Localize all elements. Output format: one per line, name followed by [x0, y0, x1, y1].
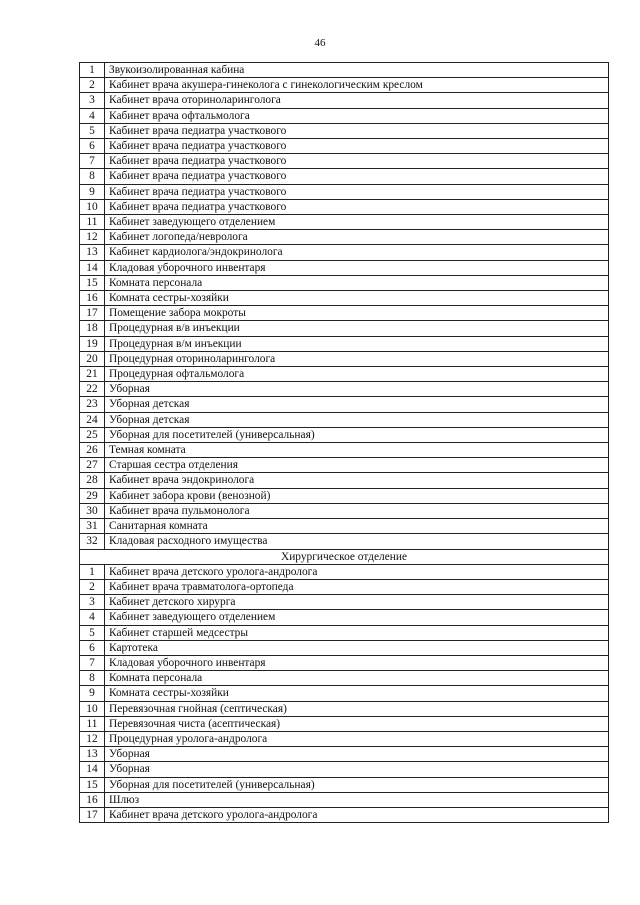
room-name: Звукоизолированная кабина: [105, 63, 609, 78]
table-row: [80, 260, 609, 275]
row-number: 14: [80, 260, 105, 275]
room-name: Кабинет врача акушера-гинеколога с гинекологическим креслом: [105, 78, 609, 93]
row-number: 1: [80, 564, 105, 579]
room-name: Кабинет детского хирурга: [105, 595, 609, 610]
room-name: Уборная: [105, 382, 609, 397]
table-row: [80, 382, 609, 397]
row-number: 21: [80, 367, 105, 382]
row-number: 8: [80, 671, 105, 686]
table-row: [80, 655, 609, 670]
table-row: [80, 579, 609, 594]
table-row: [80, 701, 609, 716]
room-name: Уборная детская: [105, 412, 609, 427]
table-row: [80, 595, 609, 610]
row-number: 10: [80, 701, 105, 716]
room-name: Процедурная в/в инъекции: [105, 321, 609, 336]
room-name: Уборная: [105, 762, 609, 777]
section-header-row: [80, 549, 609, 564]
room-name: Комната сестры-хозяйки: [105, 291, 609, 306]
table-row: [80, 625, 609, 640]
row-number: 6: [80, 139, 105, 154]
room-name: Кабинет врача педиатра участкового: [105, 199, 609, 214]
row-number: 9: [80, 686, 105, 701]
room-name: Кабинет врача педиатра участкового: [105, 139, 609, 154]
row-number: 14: [80, 762, 105, 777]
room-name: Картотека: [105, 640, 609, 655]
room-name: Кабинет заведующего отделением: [105, 215, 609, 230]
room-name: Кладовая расходного имущества: [105, 534, 609, 549]
table-row: [80, 78, 609, 93]
row-number: 15: [80, 275, 105, 290]
table-row: [80, 686, 609, 701]
room-name: Санитарная комната: [105, 519, 609, 534]
row-number: 5: [80, 625, 105, 640]
table-row: [80, 321, 609, 336]
table-row: [80, 169, 609, 184]
room-name: Комната персонала: [105, 275, 609, 290]
table-row: [80, 519, 609, 534]
table-row: [80, 443, 609, 458]
row-number: 4: [80, 108, 105, 123]
room-name: Кладовая уборочного инвентаря: [105, 655, 609, 670]
row-number: 27: [80, 458, 105, 473]
row-number: 5: [80, 123, 105, 138]
table-row: [80, 534, 609, 549]
row-number: 20: [80, 351, 105, 366]
table-row: [80, 671, 609, 686]
table-row: [80, 291, 609, 306]
table-row: [80, 108, 609, 123]
room-name: Процедурная уролога-андролога: [105, 731, 609, 746]
table-row: [80, 807, 609, 822]
row-number: 15: [80, 777, 105, 792]
room-name: Уборная: [105, 747, 609, 762]
room-name: Уборная для посетителей (универсальная): [105, 427, 609, 442]
table-row: [80, 792, 609, 807]
room-name: Комната персонала: [105, 671, 609, 686]
table-row: [80, 199, 609, 214]
room-name: Кабинет врача оториноларинголога: [105, 93, 609, 108]
room-name: Кабинет врача педиатра участкового: [105, 184, 609, 199]
table-row: [80, 245, 609, 260]
row-number: 23: [80, 397, 105, 412]
rooms-table-body: [80, 63, 609, 823]
table-row: [80, 640, 609, 655]
room-name: Кабинет забора крови (венозной): [105, 488, 609, 503]
table-row: [80, 154, 609, 169]
row-number: 18: [80, 321, 105, 336]
room-name: Комната сестры-хозяйки: [105, 686, 609, 701]
row-number: 13: [80, 747, 105, 762]
row-number: 2: [80, 579, 105, 594]
room-name: Кабинет врача травматолога-ортопеда: [105, 579, 609, 594]
table-row: [80, 473, 609, 488]
room-name: Кабинет врача офтальмолога: [105, 108, 609, 123]
room-name: Кабинет логопеда/невролога: [105, 230, 609, 245]
table-row: [80, 747, 609, 762]
table-row: [80, 412, 609, 427]
row-number: 12: [80, 731, 105, 746]
row-number: 28: [80, 473, 105, 488]
row-number: 11: [80, 716, 105, 731]
table-row: [80, 762, 609, 777]
room-name: Кабинет врача детского уролога-андролога: [105, 807, 609, 822]
room-name: Кабинет врача пульмонолога: [105, 503, 609, 518]
table-row: [80, 564, 609, 579]
room-name: Перевязочная гнойная (септическая): [105, 701, 609, 716]
rooms-table: [79, 62, 609, 823]
room-name: Уборная детская: [105, 397, 609, 412]
row-number: 16: [80, 291, 105, 306]
table-row: [80, 458, 609, 473]
room-name: Процедурная офтальмолога: [105, 367, 609, 382]
room-name: Старшая сестра отделения: [105, 458, 609, 473]
room-name: Перевязочная чиста (асептическая): [105, 716, 609, 731]
row-number: 10: [80, 199, 105, 214]
row-number: 13: [80, 245, 105, 260]
table-row: [80, 397, 609, 412]
row-number: 19: [80, 336, 105, 351]
row-number: 17: [80, 807, 105, 822]
row-number: 32: [80, 534, 105, 549]
row-number: 22: [80, 382, 105, 397]
table-row: [80, 123, 609, 138]
room-name: Процедурная оториноларинголога: [105, 351, 609, 366]
row-number: 2: [80, 78, 105, 93]
room-name: Кабинет врача педиатра участкового: [105, 154, 609, 169]
room-name: Кабинет врача эндокринолога: [105, 473, 609, 488]
row-number: 6: [80, 640, 105, 655]
table-row: [80, 336, 609, 351]
table-row: [80, 610, 609, 625]
room-name: Процедурная в/м инъекции: [105, 336, 609, 351]
row-number: 3: [80, 93, 105, 108]
room-name: Кабинет врача педиатра участкового: [105, 123, 609, 138]
row-number: 4: [80, 610, 105, 625]
room-name: Помещение забора мокроты: [105, 306, 609, 321]
row-number: 7: [80, 154, 105, 169]
page-number: 46: [314, 37, 326, 49]
table-row: [80, 215, 609, 230]
row-number: 24: [80, 412, 105, 427]
room-name: Кабинет старшей медсестры: [105, 625, 609, 640]
row-number: 7: [80, 655, 105, 670]
table-row: [80, 503, 609, 518]
room-name: Кладовая уборочного инвентаря: [105, 260, 609, 275]
room-name: Кабинет врача детского уролога-андролога: [105, 564, 609, 579]
row-number: 30: [80, 503, 105, 518]
row-number: 8: [80, 169, 105, 184]
table-row: [80, 367, 609, 382]
section-title: Хирургическое отделение: [80, 549, 609, 564]
table-row: [80, 716, 609, 731]
row-number: 9: [80, 184, 105, 199]
table-row: [80, 139, 609, 154]
table-row: [80, 93, 609, 108]
table-row: [80, 184, 609, 199]
row-number: 26: [80, 443, 105, 458]
table-row: [80, 351, 609, 366]
row-number: 3: [80, 595, 105, 610]
row-number: 11: [80, 215, 105, 230]
row-number: 25: [80, 427, 105, 442]
row-number: 31: [80, 519, 105, 534]
room-name: Кабинет врача педиатра участкового: [105, 169, 609, 184]
room-name: Кабинет заведующего отделением: [105, 610, 609, 625]
table-row: [80, 306, 609, 321]
room-name: Кабинет кардиолога/эндокринолога: [105, 245, 609, 260]
row-number: 16: [80, 792, 105, 807]
room-name: Шлюз: [105, 792, 609, 807]
table-row: [80, 275, 609, 290]
room-name: Темная комната: [105, 443, 609, 458]
table-row: [80, 230, 609, 245]
row-number: 29: [80, 488, 105, 503]
table-row: [80, 63, 609, 78]
table-row: [80, 731, 609, 746]
table-row: [80, 777, 609, 792]
room-name: Уборная для посетителей (универсальная): [105, 777, 609, 792]
table-row: [80, 488, 609, 503]
row-number: 17: [80, 306, 105, 321]
row-number: 1: [80, 63, 105, 78]
table-row: [80, 427, 609, 442]
row-number: 12: [80, 230, 105, 245]
